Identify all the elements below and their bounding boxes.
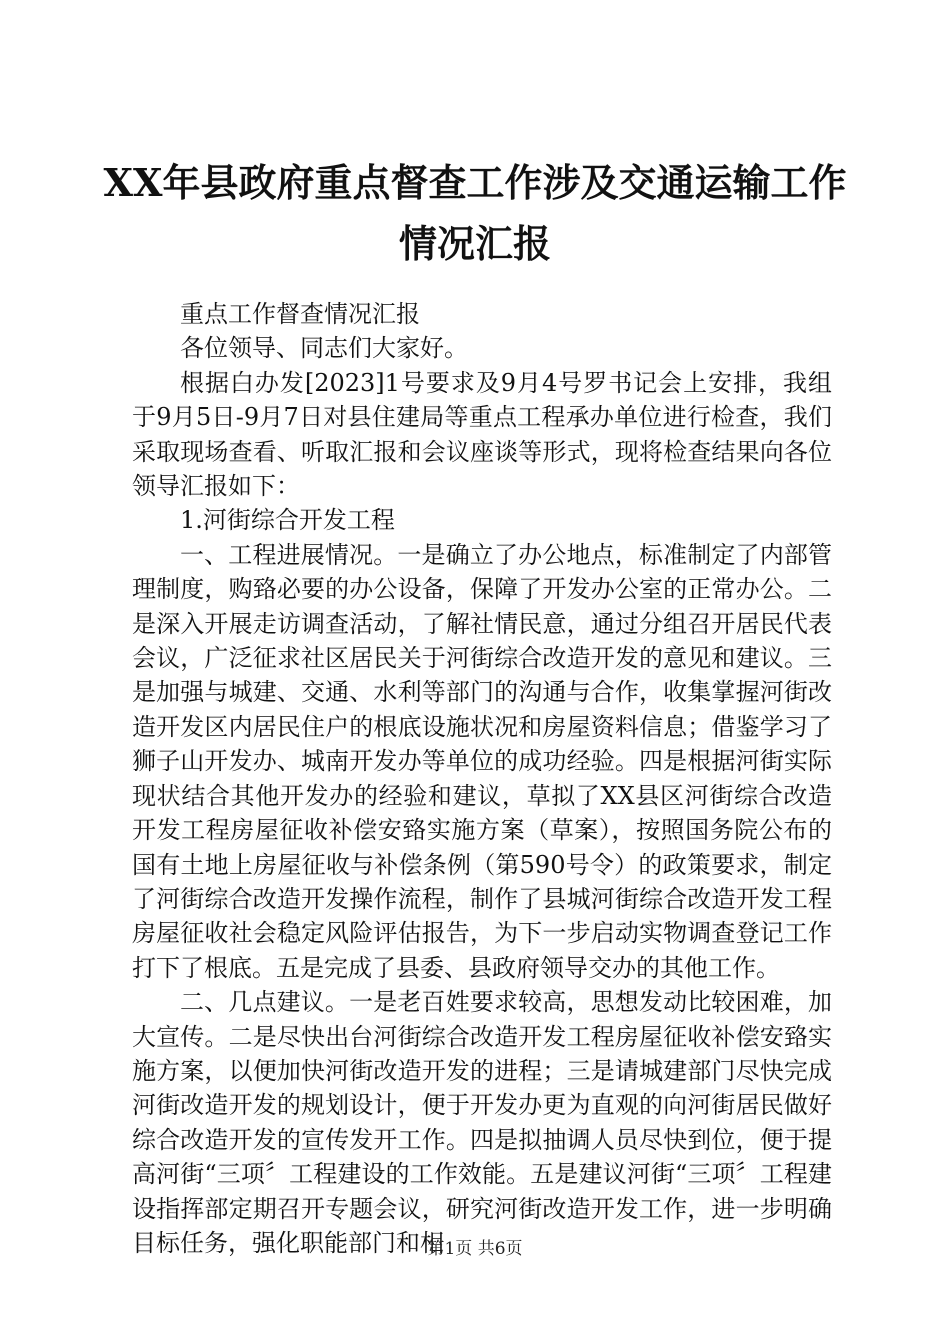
paragraph-suggestions: 二、几点建议。一是老百姓要求较高，思想发动比较困难，加大宣传。二是尽快出台河街综合改造开发工程房屋征收补偿安臵实施方案，以便加快河街改造开发的进程；三是请城建部门尽快完成河街改造开发的规划设计，便于开发办更为直观的向河街居民做好综合改造开发的宣传发开工作。四是拟抽调人员尽快到位，便于提高河街“三项〞工程建设的工作效能。五是建议河街“三项〞工程建设指挥部定期召开专题会议，研究河街改造开发工作，进一步明确目标任务，强化职能部门和相 xyxy=(132,988,832,1257)
page-number-footer: 第1页 共6页 xyxy=(427,1239,523,1259)
document-title-line-2: 情况汇报 xyxy=(398,221,551,266)
document-body xyxy=(132,297,832,1260)
paragraph-greeting: 各位领导、同志们大家好。 xyxy=(180,334,468,363)
paragraph-progress: 一、工程进展情况。一是确立了办公地点，标准制定了内部管理制度，购臵必要的办公设备，保障了开发办公室的正常办公。二是深入开展走访调查活动，了解社情民意，通过分组召开居民代表会议，广泛征求社区居民关于河街综合改造开发的意见和建议。三是加强与城建、交通、水利等部门的沟通与合作，收集掌握河街改造开发区内居民住户的根底设施状况和房屋资料信息；借鉴学习了狮子山开发办、城南开发办等单位的成功经验。四是根据河街实际现状结合其他开发办的经验和建议，草拟了XX县区河街综合改造开发工程房屋征收补偿安臵实施方案（草案），按照国务院公布的国有土地上房屋征收与补偿条例（第590号令）的政策要求，制定了河街综合改造开发操作流程，制作了县城河街综合改造开发工程房屋征收社会稳定风险评估报告，为下一步启动实物调查登记工作打下了根底。五是完成了县委、县政府领导交办的其他工作。 xyxy=(132,540,832,982)
paragraph-section-heading: 1.河街综合开发工程 xyxy=(180,506,395,535)
paragraph-intro: 根据白办发[2023]1号要求及9月4号罗书记会上安排，我组于9月5日-9月7日对县住建局等重点工程承办单位进行检查，我们采取现场查看、听取汇报和会议座谈等形式，现将检查结果向各位领导汇报如下： xyxy=(132,368,832,501)
paragraph-subject: 重点工作督查情况汇报 xyxy=(180,300,420,328)
document-title-line-1: XX年县政府重点督查工作涉及交通运输工作 xyxy=(103,160,847,205)
